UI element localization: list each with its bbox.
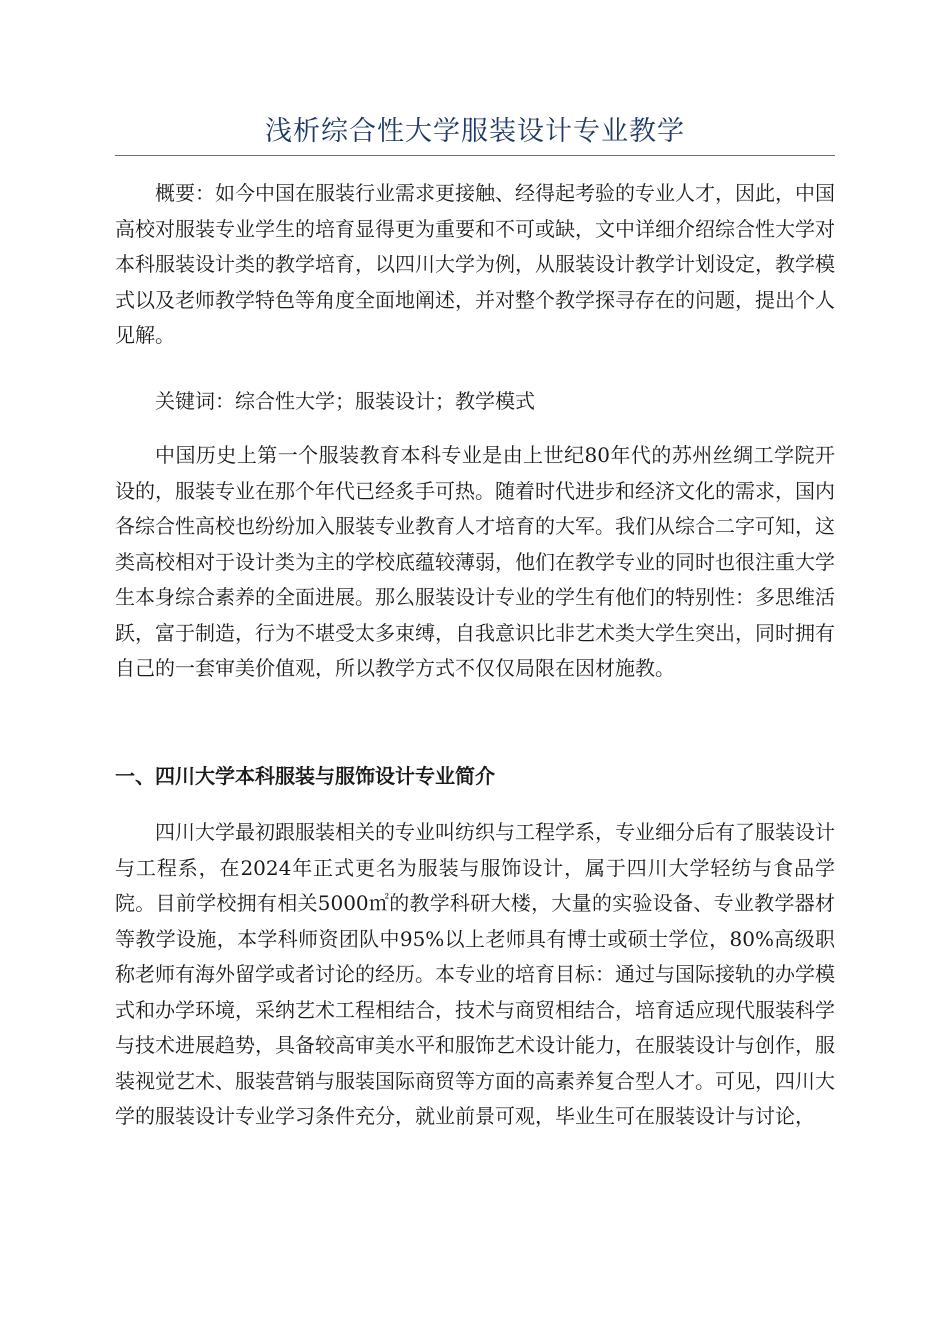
title-underline	[115, 155, 835, 156]
abstract-paragraph: 概要：如今中国在服装行业需求更接触、经得起考验的专业人才，因此，中国高校对服装专业学生的培育显得更为重要和不可或缺，文中详细介绍综合性大学对本科服装设计类的教学培育，以四川大学为例，从服装设计教学计划设定，教学模式以及老师教学特色等角度全面地阐述，并对整个教学探寻存在的问题，提出个人见解。	[115, 181, 835, 347]
document-title: 浅析综合性大学服装设计专业教学	[265, 116, 685, 147]
intro-paragraph: 中国历史上第一个服装教育本科专业是由上世纪80年代的苏州丝绸工学院开设的，服装专业在那个年代已经炙手可热。随着时代进步和经济文化的需求，国内各综合性高校也纷纷加入服装专业教育人才培育的大军。我们从综合二字可知，这类高校相对于设计类为主的学校底蕴较薄弱，他们在教学专业的同时也很注重大学生本身综合素养的全面进展。那么服装设计专业的学生有他们的特别性：多思维活跃，富于制造，行为不堪受太多束缚，自我意识比非艺术类大学生突出，同时拥有自己的一套审美价值观，所以教学方式不仅仅局限在因材施教。	[115, 443, 835, 680]
keywords-paragraph: 关键词：综合性大学；服装设计；教学模式	[155, 389, 535, 413]
section-1-paragraph: 四川大学最初跟服装相关的专业叫纺织与工程学系，专业细分后有了服装设计与工程系，在2024年正式更名为服装与服饰设计，属于四川大学轻纺与食品学院。目前学校拥有相关5000㎡的教学科研大楼，大量的实验设备、专业教学器材等教学设施，本学科师资团队中95%以上老师具有博士或硕士学位，80%高级职称老师有海外留学或者讨论的经历。本专业的培育目标：通过与国际接轨的办学模式和办学环境，采纳艺术工程相结合，技术与商贸相结合，培育适应现代服装科学与技术进展趋势，具备较高审美水平和服饰艺术设计能力，在服装设计与创作，服装视觉艺术、服装营销与服装国际商贸等方面的高素养复合型人才。可见，四川大学的服装设计专业学习条件充分，就业前景可观，毕业生可在服装设计与讨论，	[115, 820, 835, 1128]
section-1-heading: 一、四川大学本科服装与服饰设计专业简介	[115, 764, 495, 788]
